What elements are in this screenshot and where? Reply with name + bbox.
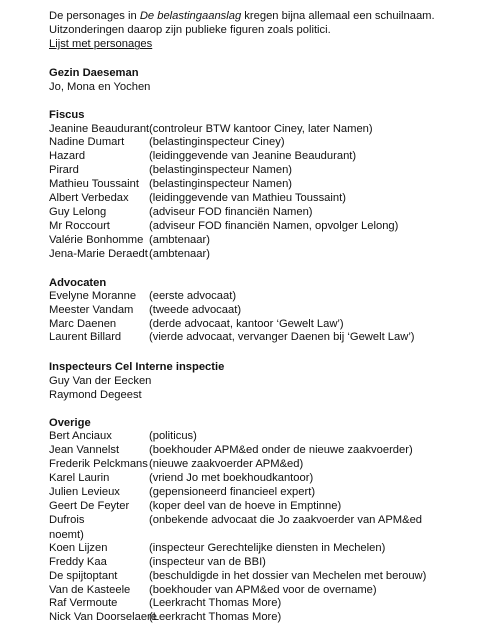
overige-list-2 — [49, 542, 489, 625]
section-heading-overige: Overige — [49, 417, 91, 430]
character-role: (boekhouder APM&ed onder de nieuwe zaakvoerder) — [149, 444, 413, 457]
character-role: (Leerkracht Thomas More) — [149, 597, 282, 610]
section-heading-daeseman: Gezin Daeseman — [49, 66, 139, 79]
character-role: (belastinginspecteur Namen) — [149, 178, 293, 191]
character-name: Raf Vermoute — [49, 597, 118, 610]
character-row — [49, 192, 489, 206]
character-name: Guy Lelong — [49, 205, 107, 218]
character-role: (nieuwe zaakvoerder APM&ed) — [149, 458, 304, 471]
section-heading-fiscus: Fiscus — [49, 109, 85, 122]
character-row — [49, 248, 489, 262]
character-row — [49, 304, 489, 318]
character-role: (leidinggevende van Mathieu Toussaint) — [149, 191, 346, 204]
character-name: Bert Anciaux — [49, 430, 112, 443]
character-row — [49, 597, 489, 611]
character-row — [49, 150, 489, 164]
character-name: Evelyne Moranne — [49, 289, 137, 302]
character-row — [49, 542, 489, 556]
character-row — [49, 123, 489, 137]
character-name: Mr Roccourt — [49, 219, 110, 232]
character-role: (Leerkracht Thomas More) — [149, 611, 282, 624]
character-name: Freddy Kaa — [49, 555, 107, 568]
character-name: Marc Daenen — [49, 317, 117, 330]
character-role: (belastinginspecteur Namen) — [149, 164, 293, 177]
character-role: (leidinggevende van Jeanine Beaudurant) — [149, 150, 357, 163]
character-name: Karel Laurin — [49, 472, 110, 485]
inspecteur-name: Guy Van der Eecken — [49, 374, 152, 387]
character-role: (vriend Jo met boekhoudkantoor) — [149, 472, 314, 485]
character-name: Dufrois — [49, 513, 85, 526]
character-row — [49, 318, 489, 332]
intro-line-1 — [49, 9, 489, 23]
character-row — [49, 584, 489, 598]
character-name: Geert De Feyter — [49, 499, 130, 512]
character-row — [49, 430, 489, 444]
character-role: (adviseur FOD financiën Namen) — [149, 205, 313, 218]
character-name: Laurent Billard — [49, 331, 122, 344]
character-name: Jena-Marie Deraedt — [49, 247, 148, 260]
intro-line-2: Uitzonderingen daarop zijn publieke figuren zoals politici. — [49, 24, 331, 37]
document-page — [49, 9, 489, 625]
character-name: Van de Kasteele — [49, 583, 131, 596]
character-row — [49, 220, 489, 234]
character-role: (beschuldigde in het dossier van Mechelen met berouw) — [149, 569, 427, 582]
character-role: (politicus) — [149, 430, 197, 443]
character-role: (koper deel van de hoeve in Emptinne) — [149, 499, 342, 512]
character-row — [49, 178, 489, 192]
character-name: Julien Levieux — [49, 486, 120, 499]
overige-wrap-line: noemt) — [49, 528, 84, 541]
character-role: (ambtenaar) — [149, 247, 210, 260]
character-name: Valérie Bonhomme — [49, 233, 144, 246]
character-row — [49, 206, 489, 220]
section-heading-inspecteurs: Inspecteurs Cel Interne inspectie — [49, 360, 225, 373]
character-row — [49, 556, 489, 570]
character-name: Meester Vandam — [49, 303, 134, 316]
character-role: (controleur BTW kantoor Ciney, later Namen) — [149, 122, 373, 135]
character-row — [49, 444, 489, 458]
character-role: (inspecteur Gerechtelijke diensten in Mechelen) — [149, 541, 386, 554]
character-role: (boekhouder van APM&ed voor de overname) — [149, 583, 377, 596]
overige-list — [49, 430, 489, 527]
character-row — [49, 514, 489, 528]
character-row — [49, 458, 489, 472]
character-name: Jeanine Beaudurant — [49, 122, 150, 135]
intro-text: kregen bijna allemaal een schuilnaam. — [241, 10, 435, 22]
character-row — [49, 486, 489, 500]
character-row — [49, 472, 489, 486]
character-row — [49, 570, 489, 584]
advocaten-list — [49, 290, 489, 346]
section-heading-advocaten: Advocaten — [49, 276, 107, 289]
character-name: Mathieu Toussaint — [49, 178, 139, 191]
character-name: Pirard — [49, 164, 79, 177]
character-row — [49, 164, 489, 178]
character-name: Hazard — [49, 150, 86, 163]
character-role: (derde advocaat, kantoor ‘Gewelt Law’) — [149, 317, 344, 330]
character-name: De spijtoptant — [49, 569, 118, 582]
character-role: (onbekende advocaat die Jo zaakvoerder van APM&ed — [149, 513, 423, 526]
character-name: Nick Van Doorselaere — [49, 611, 157, 624]
character-role: (gepensioneerd financieel expert) — [149, 486, 316, 499]
character-role: (vierde advocaat, vervanger Daenen bij ‘Gewelt Law’) — [149, 331, 415, 344]
daeseman-members: Jo, Mona en Yochen — [49, 80, 151, 93]
character-row — [49, 136, 489, 150]
character-row — [49, 500, 489, 514]
character-row — [49, 611, 489, 625]
character-row — [49, 331, 489, 345]
character-name: Nadine Dumart — [49, 136, 125, 149]
character-name: Albert Verbedax — [49, 191, 129, 204]
book-title: De belastingaanslag — [139, 10, 242, 22]
character-name: Koen Lijzen — [49, 541, 108, 554]
personages-link[interactable]: Lijst met personages — [49, 38, 153, 51]
fiscus-list — [49, 123, 489, 262]
intro-link-line — [49, 37, 489, 51]
character-role: (tweede advocaat) — [149, 303, 242, 316]
character-row — [49, 290, 489, 304]
character-role: (eerste advocaat) — [149, 289, 237, 302]
character-role: (ambtenaar) — [149, 233, 210, 246]
character-role: (inspecteur van de BBI) — [149, 555, 266, 568]
character-name: Frederik Pelckmans — [49, 458, 148, 471]
character-name: Jean Vannelst — [49, 444, 120, 457]
inspecteur-name: Raymond Degeest — [49, 388, 142, 401]
character-role: (belastinginspecteur Ciney) — [149, 136, 285, 149]
character-role: (adviseur FOD financiën Namen, opvolger Lelong) — [149, 219, 399, 232]
character-row — [49, 234, 489, 248]
intro-text: De personages in — [49, 10, 140, 22]
